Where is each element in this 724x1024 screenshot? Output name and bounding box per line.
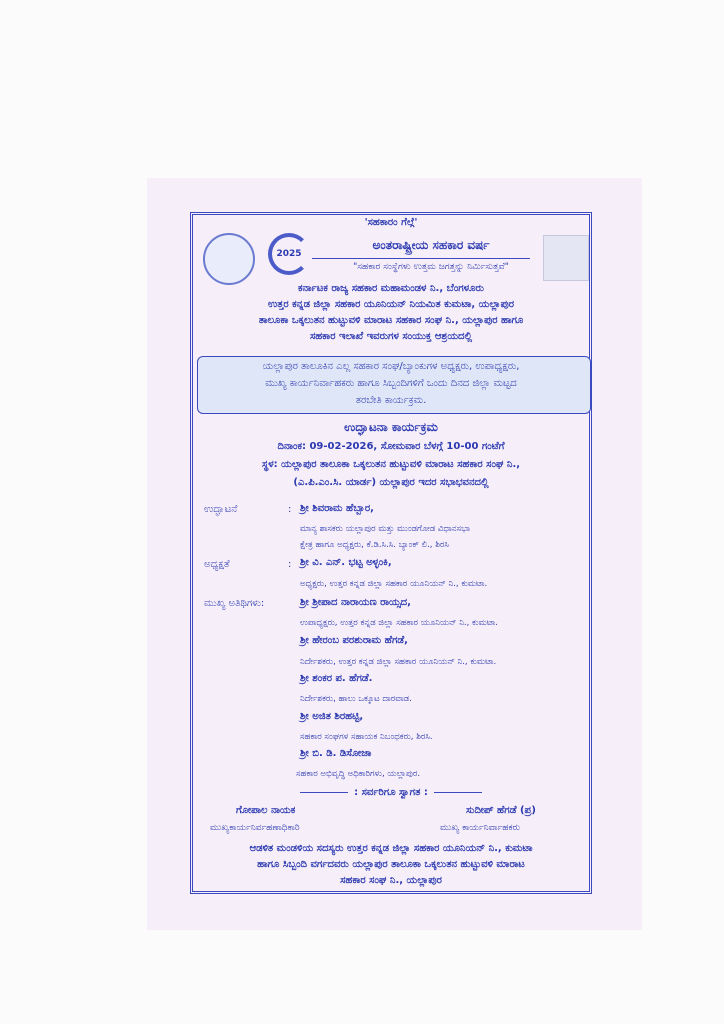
signatory-title: ಮುಖ್ಯ ಕಾರ್ಯನಿರ್ವಾಹಕರು [440,823,521,833]
divider [312,258,530,259]
org-line: ಸಹಕಾರ ಇಲಾಖೆ ಇವರುಗಳ ಸಂಯುಕ್ತ ಆಶ್ರಯದಲ್ಲಿ [309,331,473,342]
person-name: ಶ್ರೀ ಶಂಕರ ಪ. ಹೆಗಡೆ. [300,673,373,684]
guests-label: ಮುಖ್ಯ ಅತಿಥಿಗಳು: [204,598,265,609]
event-venue: ಸ್ಥಳ: ಯಲ್ಲಾಪುರ ತಾಲೂಕಾ ಒಕ್ಕಲುತನ ಹುಟ್ಟುವಳಿ ಮಾರಾಟ ಸಹಕಾರ ಸಂಘ ನಿ., [261,459,521,470]
tagline: "ಸಹಕಾರ ಸಂಸ್ಥೆಗಳು ಉತ್ತಮ ಜಗತ್ತನ್ನು ನಿರ್ಮಿಸುತ್ತವೆ" [353,262,509,272]
cooperative-year-2025-logo: 2025 [268,233,310,275]
person-name: ಶ್ರೀ ಶಿವರಾಮ ಹೆಬ್ಬಾರ, [300,503,374,514]
person-name: ಶ್ರೀ ವಿ. ಎನ್. ಭಟ್ಟ ಅಳ್ಳಂಕಿ, [300,557,392,568]
president-label: ಅಧ್ಯಕ್ಷತೆ [204,559,230,570]
person-desc: ನಿರ್ದೇಶಕರು, ಹಾಲು ಒಕ್ಕೂಟ ದಾರವಾಡ. [300,694,412,704]
highlight-line: ಯಲ್ಲಾಪುರ ತಾಲೂಕಿನ ಎಲ್ಲ ಸಹಕಾರ ಸಂಘ/ಬ್ಯಾಂಕುಗಳ ಅಧ್ಯಕ್ಷರು, ಉಪಾಧ್ಯಕ್ಷರು, [262,361,520,372]
person-desc: ಸಹಕಾರ ಅಭಿವೃದ್ಧಿ ಅಧಿಕಾರಿಗಳು, ಯಲ್ಲಾಪುರ. [296,769,421,779]
person-name: ಶ್ರೀ ಅಜಿತ ಶಿರಹಟ್ಟಿ, [300,711,364,722]
person-desc: ಕ್ಷೇತ್ರ ಹಾಗೂ ಅಧ್ಯಕ್ಷರು, ಕೆ.ಡಿ.ಸಿ.ಸಿ. ಬ್ಯಾಂಕ್ ಲಿ., ಶಿರಸಿ [300,540,449,550]
person-desc: ನಿರ್ದೇಶಕರು, ಉತ್ತರ ಕನ್ನಡ ಜಿಲ್ಲಾ ಸಹಕಾರ ಯೂನಿಯನ್ ನಿ., ಕುಮಟಾ. [300,657,497,667]
org-line: ಉತ್ತರ ಕನ್ನಡ ಜಿಲ್ಲಾ ಸಹಕಾರ ಯೂನಿಯನ್ ನಿಯಮಿತ ಕುಮಟಾ, ಯಲ್ಲಾಪುರ [267,299,515,310]
person-desc: ಉಪಾಧ್ಯಕ್ಷರು, ಉತ್ತರ ಕನ್ನಡ ಜಿಲ್ಲಾ ಸಹಕಾರ ಯೂನಿಯನ್ ನಿ., ಕುಮಟಾ. [300,618,498,628]
signatory-name: ಸುದೀಪ್ ಹೆಗಡೆ (ಪ್ರ) [466,805,536,816]
slogan: 'ಸಹಕಾರಂ ಗೆಲ್ಗೆ' [364,217,418,228]
footer-line: ಸಹಕಾರ ಸಂಘ ನಿ., ಯಲ್ಲಾಪುರ [340,875,442,886]
colon: : [288,504,292,515]
person-name: ಶ್ರೀ ಬಿ. ಡಿ. ಡಿಸೋಜಾ [300,748,372,759]
signatory-title: ಮುಖ್ಯಕಾರ್ಯನಿರ್ವಹಣಾಧಿಕಾರಿ [210,823,300,833]
highlight-line: ಮುಖ್ಯ ಕಾರ್ಯನಿರ್ವಾಹಕರು ಹಾಗೂ ಸಿಬ್ಬಂದಿಗಳಿಗೆ ಒಂದು ದಿನದ ಜಿಲ್ಲಾ ಮಟ್ಟದ [265,378,517,389]
signatory-name: ಗೋಪಾಲ ನಾಯಕ [236,805,296,816]
highlight-line: ತರಬೇತಿ ಕಾರ್ಯಕ್ರಮ. [355,395,427,406]
person-desc: ಅಧ್ಯಕ್ಷರು, ಉತ್ತರ ಕನ್ನಡ ಜಿಲ್ಲಾ ಸಹಕಾರ ಯೂನಿಯನ್ ನಿ., ಕುಮಟಾ. [300,579,488,589]
org-line: ತಾಲೂಕಾ ಒಕ್ಕಲುತನ ಹುಟ್ಟುವಳಿ ಮಾರಾಟ ಸಹಕಾರ ಸಂಘ ನಿ., ಯಲ್ಲಾಪುರ ಹಾಗೂ [258,315,524,326]
footer-line: ಆಡಳಿತ ಮಂಡಳಿಯ ಸದಸ್ಯರು ಉತ್ತರ ಕನ್ನಡ ಜಿಲ್ಲಾ ಸಹಕಾರ ಯೂನಿಯನ್ ನಿ., ಕುಮಟಾ [249,843,533,854]
year-title: ಅಂತರಾಷ್ಟ್ರೀಯ ಸಹಕಾರ ವರ್ಷ [372,238,490,252]
person-name: ಶ್ರೀ ಹೇರಂಬ ಪರಶುರಾಮ ಹೆಗಡೆ, [300,635,408,646]
colon: : [288,559,292,570]
inaugurator-label: ಉದ್ಘಾಟನೆ [204,504,238,515]
person-name: ಶ್ರೀ ಶ್ರೀಪಾದ ನಾರಾಯಣ ರಾಯ್ಸದ, [300,597,411,608]
footer-line: ಹಾಗೂ ಸಿಬ್ಬಂದಿ ವರ್ಗದವರು ಯಲ್ಲಾಪುರ ತಾಲೂಕಾ ಒಕ್ಕಲುತನ ಹುಟ್ಟುವಳಿ ಮಾರಾಟ [257,859,525,870]
event-title: ಉದ್ಘಾಟನಾ ಕಾರ್ಯಕ್ರಮ [344,420,438,434]
person-desc: ಸಹಕಾರ ಸಂಘಗಳ ಸಹಾಯಕ ನಿಬಂಧಕರು, ಶಿರಸಿ. [300,732,433,742]
event-venue: (ಎ.ಪಿ.ಎಂ.ಸಿ. ಯಾರ್ಡ) ಯಲ್ಲಾಪುರ ಇದರ ಸಭಾಭವನದಲ್ಲಿ [293,477,489,488]
welcome-line: : ಸರ್ವರಿಗೂ ಸ್ವಾಗತ : [190,786,592,800]
event-date: ದಿನಾಂಕ: 09-02-2026, ಸೋಮವಾರ ಬೆಳಗ್ಗೆ 10-00 ಗಂಟೆಗೆ [277,441,505,452]
org-line: ಕರ್ನಾಟಕ ರಾಜ್ಯ ಸಹಕಾರ ಮಹಾಮಂಡಳ ನಿ., ಬೆಂಗಳೂರು [298,283,484,294]
person-desc: ಮಾನ್ಯ ಶಾಸಕರು ಯಲ್ಲಾಪುರ ಮತ್ತು ಮುಂಡಗೋಡ ವಿಧಾನಸಭಾ [300,524,470,534]
